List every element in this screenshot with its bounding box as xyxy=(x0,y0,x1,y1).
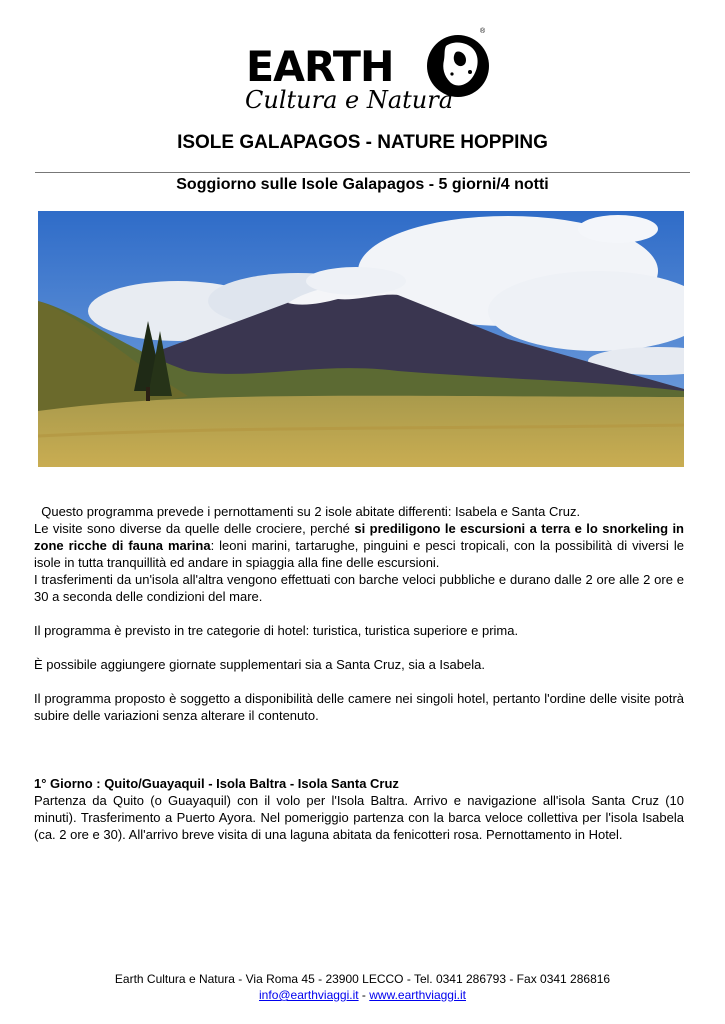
visits-text-b: : leoni marini, tartarughe, pinguini e pesci tropicali, con la possibilità di viversi le isole in tutta tranquillità ed andare in spiaggia alla fine delle escursioni. xyxy=(34,538,684,570)
footer-address: Earth Cultura e Natura - Via Roma 45 - 23900 LECCO - Tel. 0341 286793 - Fax 0341 286816 xyxy=(114,972,611,986)
program-description xyxy=(34,503,684,843)
page-footer xyxy=(0,971,725,1003)
intro-paragraph-visits xyxy=(34,520,684,571)
registered-mark: ® xyxy=(480,28,486,35)
footer-separator: - xyxy=(358,988,370,1002)
visits-highlight: si prediligono le escursioni a terra e lo snorkeling in zone ricche di fauna marina xyxy=(34,521,684,553)
logo-wordmark: EARTH xyxy=(246,42,394,91)
volcano-landscape-photo xyxy=(38,211,684,467)
email-link[interactable]: info@earthviaggi.it xyxy=(259,988,359,1002)
day1-text: Partenza da Quito (o Guayaquil) con il volo per l'Isola Baltra. Arrivo e navigazione all'isola Santa Cruz (10 minuti). Trasferimento a Puerto Ayora. Nel pomeriggio partenza con la barca veloce collettiva per l'isola Isabela (ca. 2 ore e 30). All'arrivo breve visita di una laguna abitata da fenicotteri rosa. Pernottamento in Hotel. xyxy=(34,793,684,842)
earth-logo xyxy=(243,28,493,112)
footer-contacts xyxy=(0,987,725,1003)
intro-paragraph-hotels: Il programma è previsto in tre categorie di hotel: turistica, turistica superiore e prima. xyxy=(34,623,519,638)
day1-heading: 1° Giorno : Quito/Guayaquil - Isola Baltra - Isola Santa Cruz xyxy=(34,776,399,791)
intro-paragraph-availability: Il programma proposto è soggetto a disponibilità delle camere nei singoli hotel, pertanto l'ordine delle visite potrà subire delle variazioni senza alterare il contenuto. xyxy=(34,691,684,723)
website-link[interactable]: www.earthviaggi.it xyxy=(369,988,466,1002)
intro-paragraph-extra-days: È possibile aggiungere giornate supplementari sia a Santa Cruz, sia a Isabela. xyxy=(34,657,485,672)
logo-tagline: Cultura e Natura xyxy=(245,86,454,114)
visits-text-a: Le visite sono diverse da quelle delle crociere, perché xyxy=(34,521,355,536)
page-subtitle: Soggiorno sulle Isole Galapagos - 5 giorni/4 notti xyxy=(176,176,549,193)
page-title: ISOLE GALAPAGOS - NATURE HOPPING xyxy=(177,132,548,153)
title-divider xyxy=(35,172,690,173)
intro-paragraph-transfers: I trasferimenti da un'isola all'altra vengono effettuati con barche veloci pubbliche e durano dalle 2 ore alle 2 ore e 30 a seconda delle condizioni del mare. xyxy=(34,572,684,604)
intro-line: Questo programma prevede i pernottamenti su 2 isole abitate differenti: Isabela e Santa Cruz. xyxy=(34,504,581,519)
